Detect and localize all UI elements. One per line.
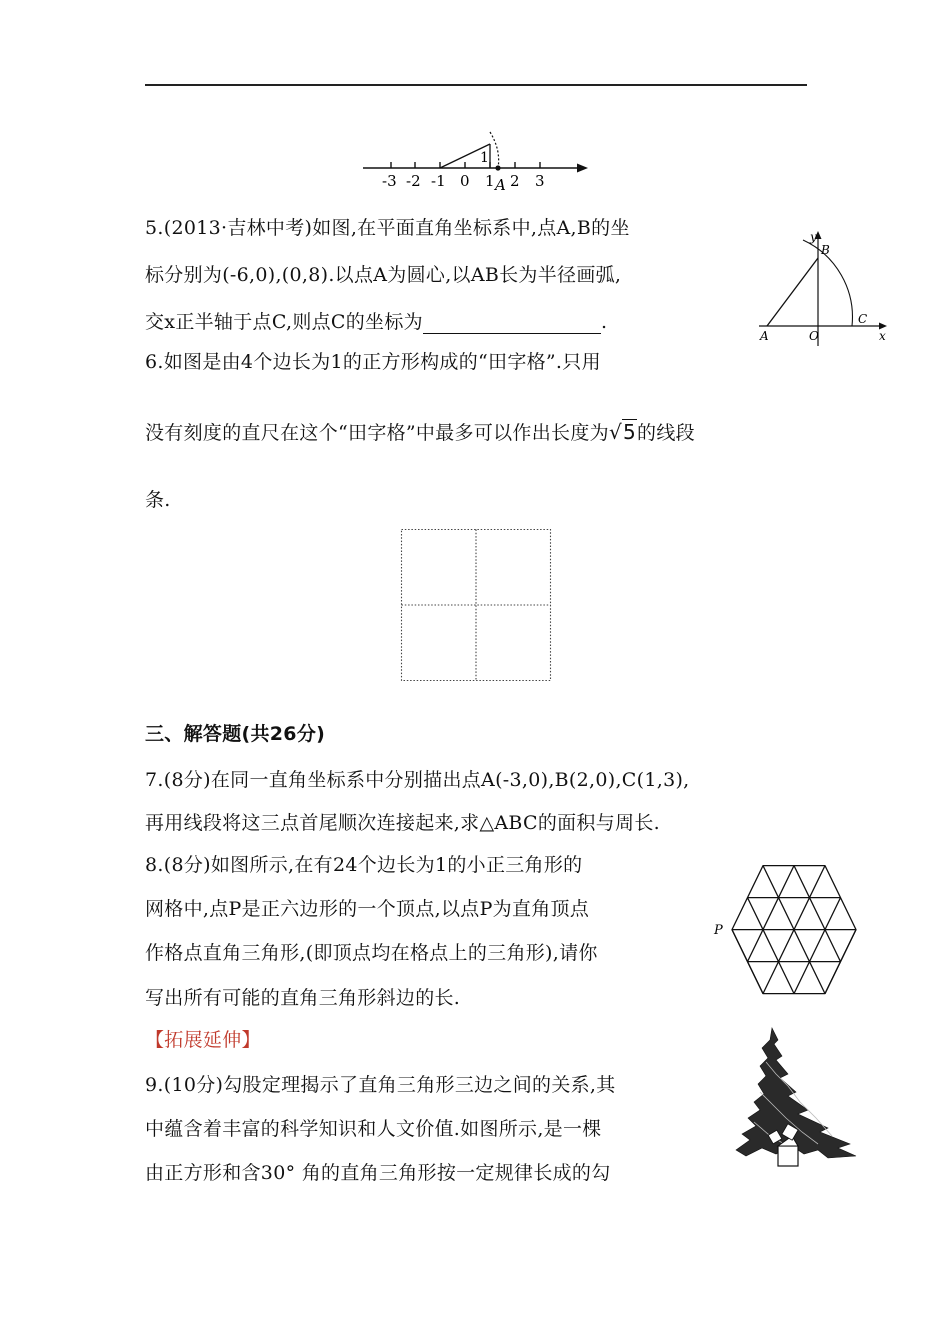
height-label: 1 bbox=[480, 150, 489, 166]
q6-line-2-end: 的线段 bbox=[637, 422, 695, 444]
origin-label: O bbox=[809, 329, 819, 343]
point-a-label: A bbox=[495, 176, 506, 192]
section-heading: 三、解答题(共26分) bbox=[145, 723, 326, 745]
tick-label: 3 bbox=[535, 172, 545, 190]
q7-line-2: 再用线段将这三点首尾顺次连接起来,求△ABC的面积与周长. bbox=[145, 812, 660, 834]
q8-line-4: 写出所有可能的直角三角形斜边的长. bbox=[145, 987, 461, 1009]
tick-label: -1 bbox=[431, 172, 446, 190]
point-a-label: A bbox=[760, 329, 769, 343]
q9-line-2: 中蕴含着丰富的科学知识和人文价值.如图所示,是一棵 bbox=[145, 1118, 602, 1140]
hexagon-grid-figure bbox=[710, 862, 880, 998]
pythagoras-tree-figure bbox=[732, 1022, 862, 1174]
q5-coordinate-figure bbox=[755, 226, 895, 350]
q5-line-2: 标分别为(-6,0),(0,8).以点A为圆心,以AB长为半径画弧, bbox=[145, 264, 622, 286]
extension-heading: 【拓展延伸】 bbox=[145, 1029, 261, 1051]
tick-label: -3 bbox=[382, 172, 397, 190]
q6-line-3: 条. bbox=[145, 489, 171, 511]
q8-line-2: 网格中,点P是正六边形的一个顶点,以点P为直角顶点 bbox=[145, 898, 590, 920]
q5-line-3 bbox=[145, 307, 607, 334]
q7-line-1: 7.(8分)在同一直角坐标系中分别描出点A(-3,0),B(2,0),C(1,3), bbox=[145, 769, 690, 791]
q5-line-1: 5.(2013·吉林中考)如图,在平面直角坐标系中,点A,B的坐 bbox=[145, 217, 630, 239]
point-p-label: P bbox=[714, 923, 723, 938]
sqrt-expression: √5 bbox=[608, 420, 637, 444]
q8-line-1: 8.(8分)如图所示,在有24个边长为1的小正三角形的 bbox=[145, 854, 583, 876]
top-rule bbox=[145, 84, 807, 86]
point-c-label: C bbox=[858, 312, 868, 326]
tick-label: 0 bbox=[460, 172, 470, 190]
tian-grid-figure bbox=[400, 528, 552, 682]
answer-blank[interactable] bbox=[423, 315, 601, 334]
q6-line-2 bbox=[145, 418, 695, 445]
number-line-figure bbox=[358, 128, 590, 192]
tick-label: 2 bbox=[510, 172, 520, 190]
q9-line-1: 9.(10分)勾股定理揭示了直角三角形三边之间的关系,其 bbox=[145, 1074, 616, 1096]
point-a-dot bbox=[495, 165, 500, 170]
tick-label: -2 bbox=[406, 172, 421, 190]
q8-line-3: 作格点直角三角形,(即顶点均在格点上的三角形),请你 bbox=[145, 942, 598, 964]
q9-line-3: 由正方形和含30° 角的直角三角形按一定规律长成的勾 bbox=[145, 1162, 611, 1184]
q5-line-3-end: . bbox=[600, 311, 608, 333]
q6-line-2-text: 没有刻度的直尺在这个“田字格”中最多可以作出长度为 bbox=[145, 422, 609, 444]
q6-line-1: 6.如图是由4个边长为1的正方形构成的“田字格”.只用 bbox=[145, 351, 601, 373]
q5-line-3-text: 交x正半轴于点C,则点C的坐标为 bbox=[145, 311, 423, 333]
tick-label: 1 bbox=[485, 172, 495, 190]
x-axis-label: x bbox=[879, 329, 886, 343]
y-axis-label: y bbox=[810, 230, 817, 244]
sqrt-radicand: 5 bbox=[622, 420, 637, 444]
point-b-label: B bbox=[821, 243, 830, 257]
